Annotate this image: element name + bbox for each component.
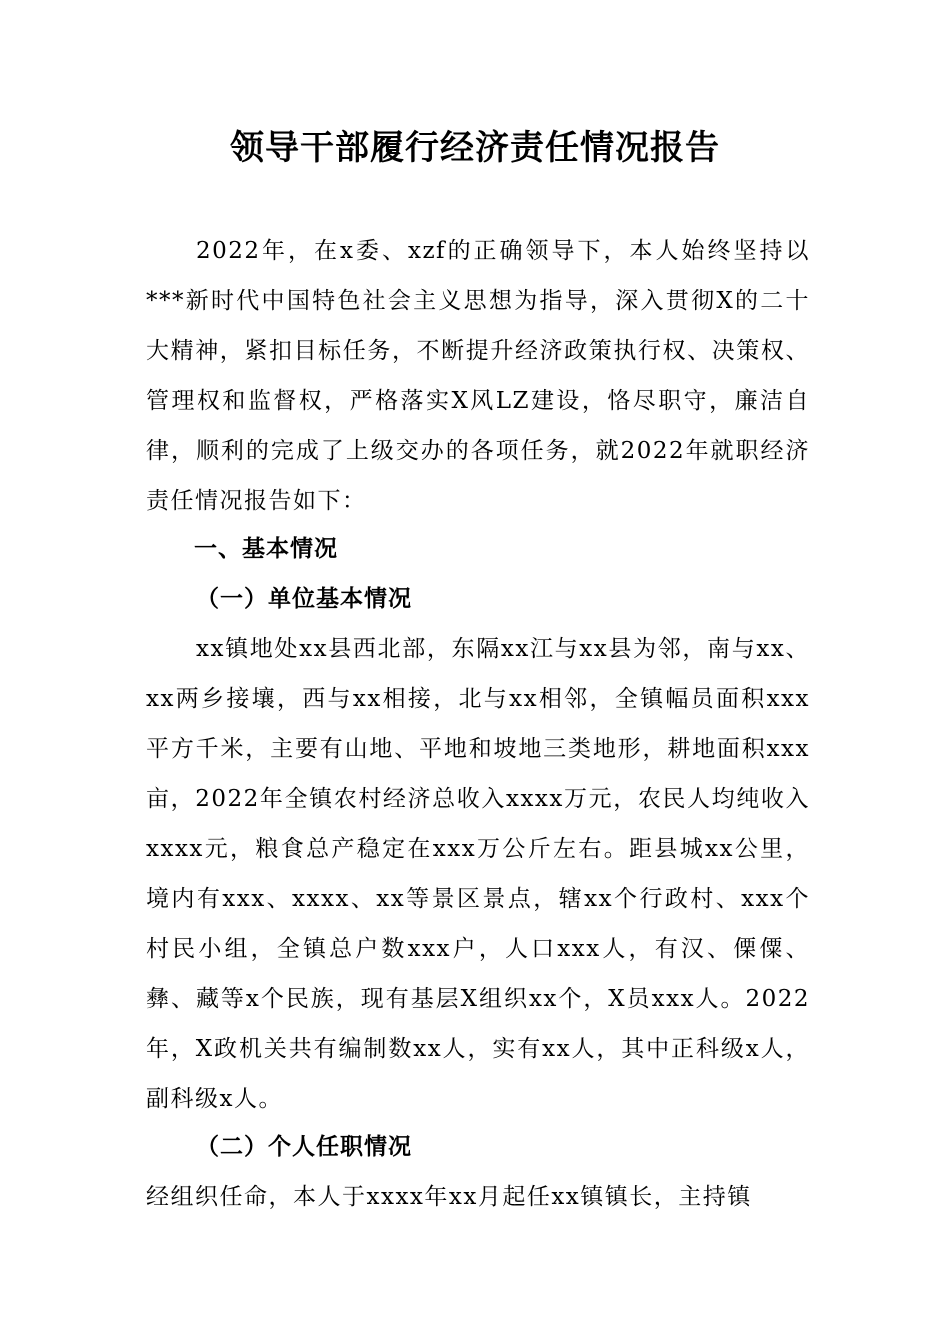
section-heading-basic-info: 一、基本情况 [194, 536, 338, 562]
unit-info-paragraph: xx镇地处xx县西北部，东隔xx江与xx县为邻，南与xx、xx两乡接壤，西与xx相接，北与xx相邻，全镇幅员面积xxx平方千米，主要有山地、平地和坡地三类地形，耕地面积xxx亩，2022年全镇农村经济总收入xxxx万元，农民人均纯收入xxxx元，粮食总产稳定在xxx万公斤左右。距县城xx公里，境内有xxx、xxxx、xx等景区景点，辖xx个行政村、xxx个村民小组，全镇总户数xxx户，人口xxx人，有汉、傈僳、彝、藏等x个民族，现有基层X组织xx个，X员xxx人。2022年，X政机关共有编制数xx人，实有xx人，其中正科级x人，副科级x人。 [146, 636, 810, 1112]
document-title: 领导干部履行经济责任情况报告 [230, 128, 720, 168]
intro-paragraph: 2022年，在x委、xzf的正确领导下，本人始终坚持以***新时代中国特色社会主义思想为指导，深入贯彻X的二十大精神，紧扣目标任务，不断提升经济政策执行权、决策权、管理权和监督权，严格落实X风LZ建设，恪尽职守，廉洁自律，顺利的完成了上级交办的各项任务，就2022年就职经济责任情况报告如下： [146, 238, 810, 514]
subsection-heading-personal-info: （二）个人任职情况 [196, 1134, 412, 1160]
personal-info-paragraph: 经组织任命，本人于xxxx年xx月起任xx镇镇长，主持镇 [146, 1184, 752, 1210]
subsection-heading-unit-info: （一）单位基本情况 [196, 586, 412, 612]
